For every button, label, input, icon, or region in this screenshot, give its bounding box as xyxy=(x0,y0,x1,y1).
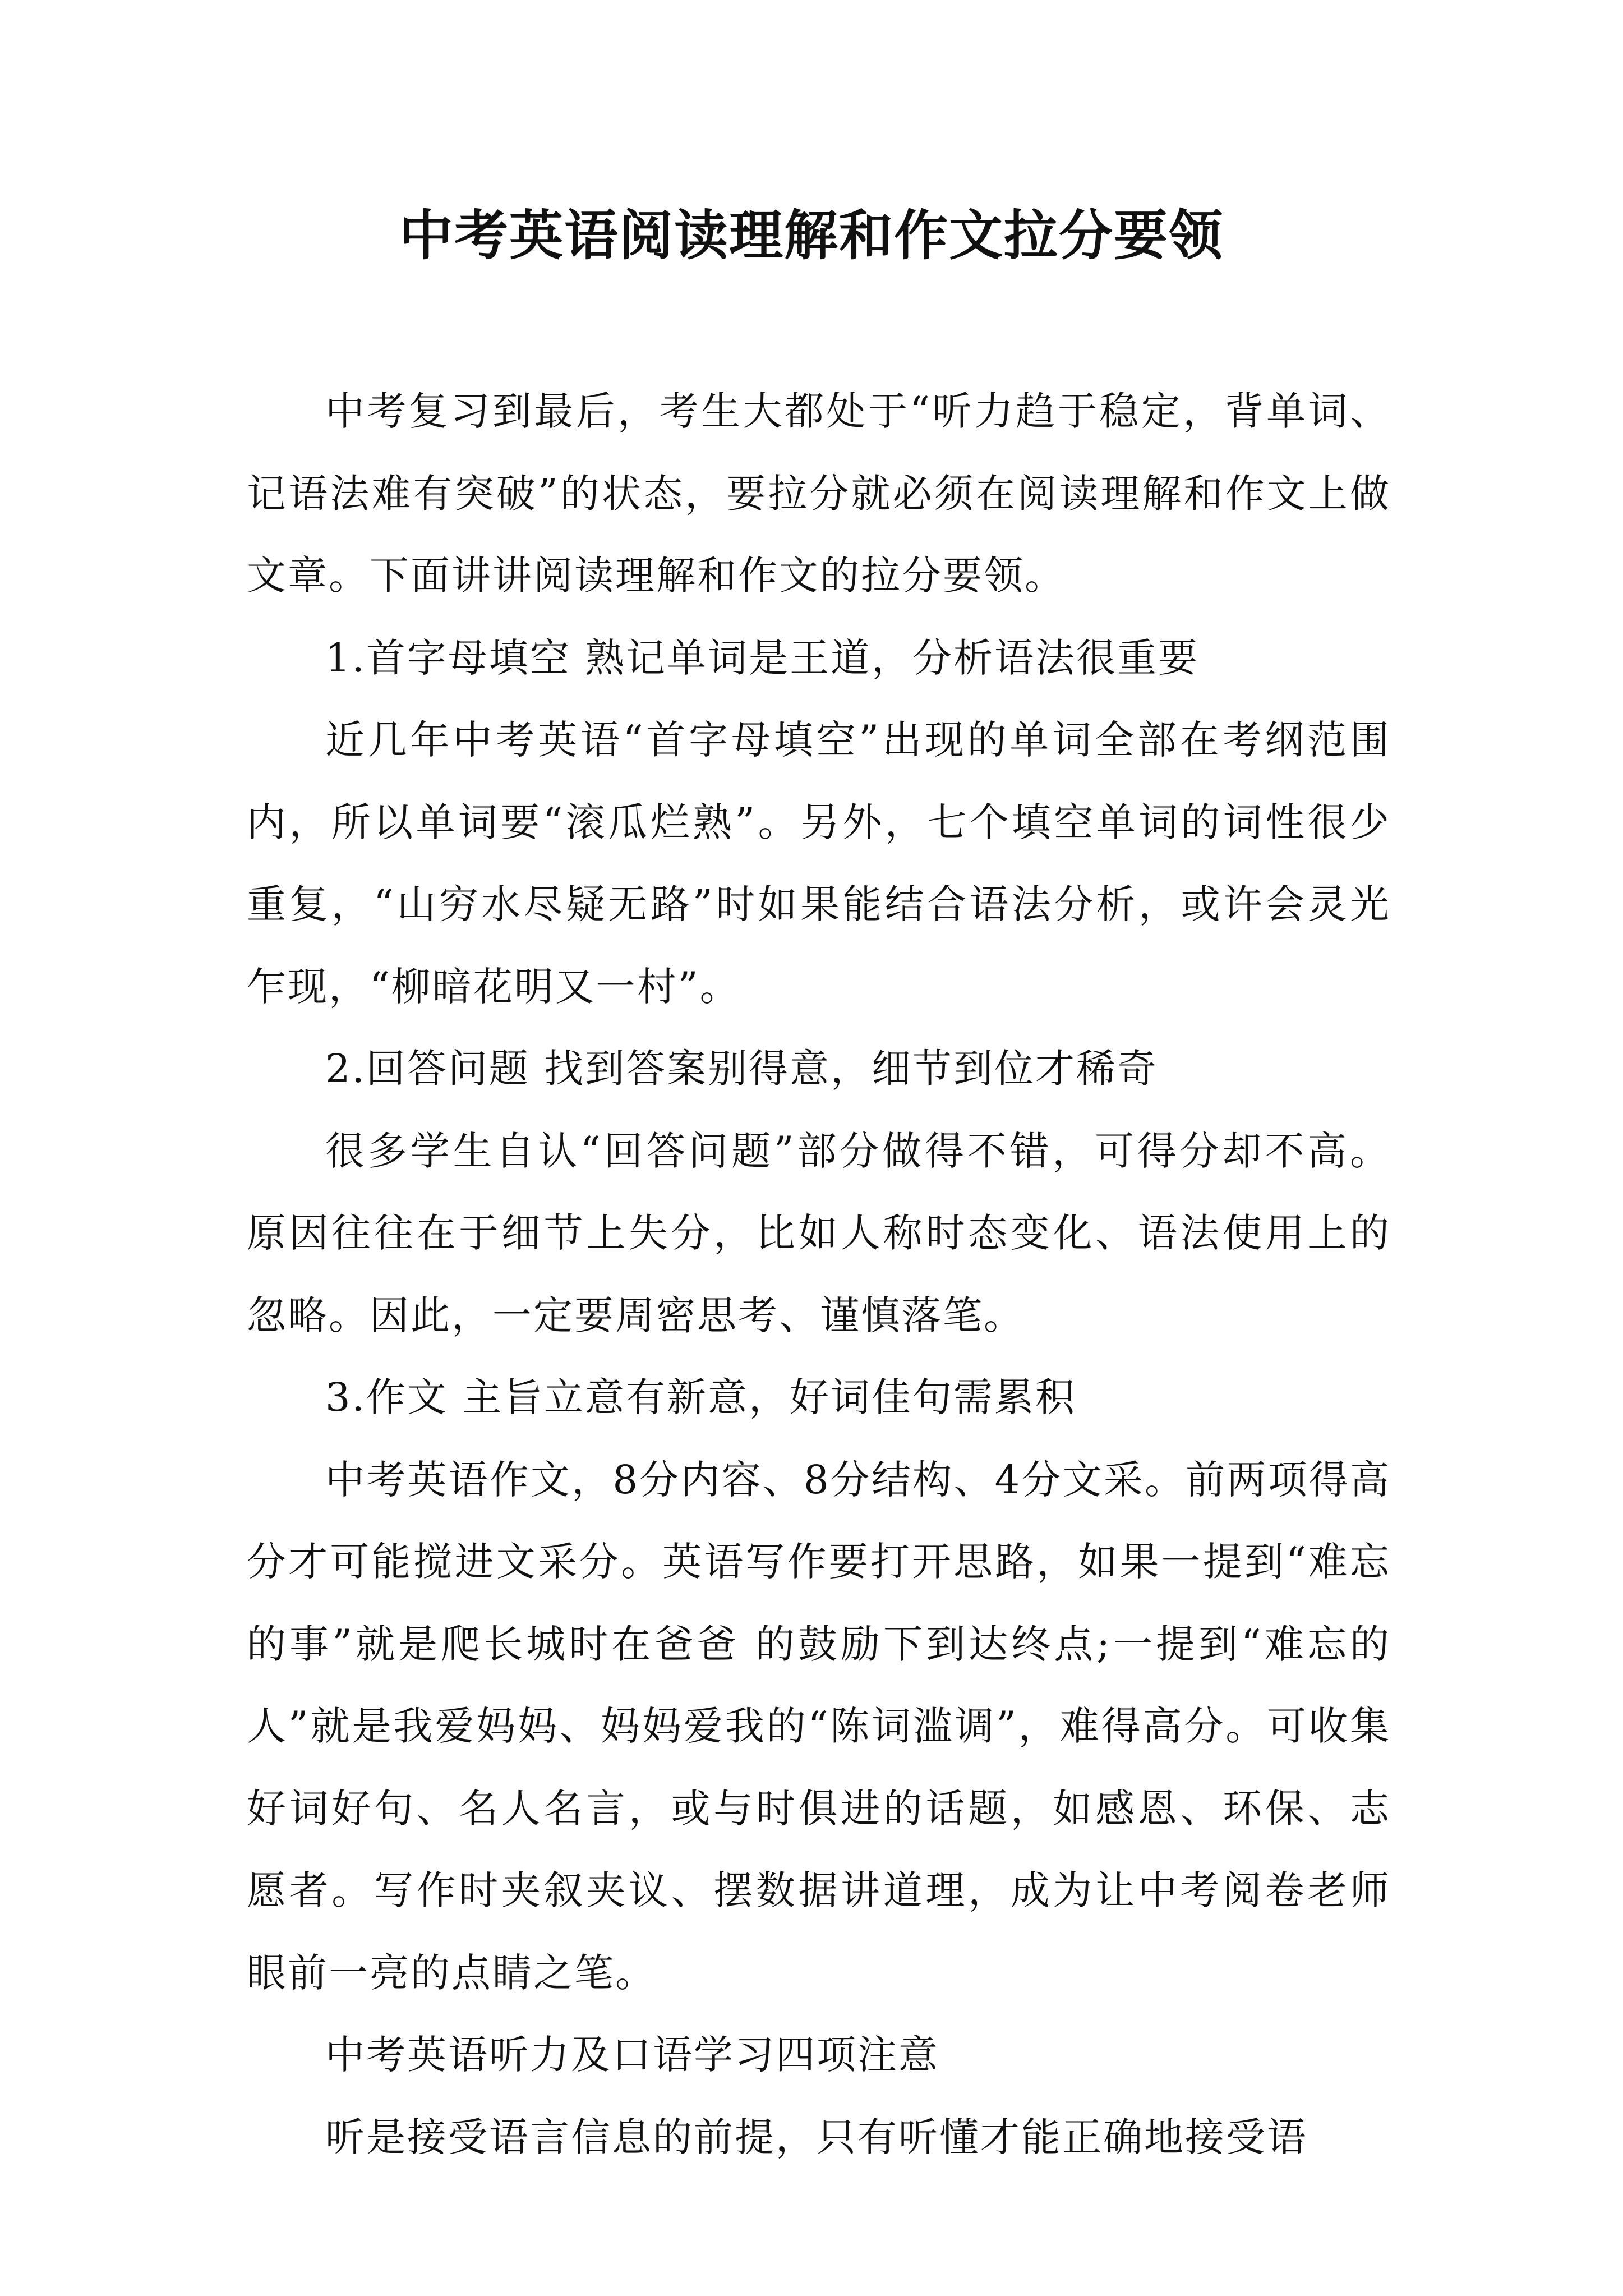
paragraph-section-1: 近几年中考英语“首字母填空”出现的单词全部在考纲范围内，所以单词要“滚瓜烂熟”。另外，七个填空单词的词性很少重复，“山穷水尽疑无路”时如果能结合语法分析，或许会灵光乍现，“柳暗花明又一村”。 xyxy=(247,717,1391,1010)
heading-section-2: 2.回答问题 找到答案别得意，细节到位才稀奇 xyxy=(325,1046,1159,1092)
paragraph-intro: 中考复习到最后，考生大都处于“听力趋于稳定，背单词、记语法难有突破”的状态，要拉分就必须在阅读理解和作文上做文章。下面讲讲阅读理解和作文的拉分要领。 xyxy=(247,388,1391,599)
paragraph-listening: 听是接受语言信息的前提，只有听懂才能正确地接受语 xyxy=(325,2114,1308,2160)
paragraph-section-2: 很多学生自认“回答问题”部分做得不错，可得分却不高。原因往往在于细节上失分，比如人称时态变化、语法使用上的忽略。因此，一定要周密思考、谨慎落笔。 xyxy=(247,1128,1391,1338)
paragraph-section-3: 中考英语作文，8分内容、8分结构、4分文采。前两项得高分才可能搅进文采分。英语写作要打开思路，如果一提到“难忘的事”就是爬长城时在爸爸 的鼓励下到达终点;一提到“难忘的人”就是我爱妈妈、妈妈爱我的“陈词滥调”，难得高分。可收集好词好句、名人名言，或与时俱进的话题，如感恩、环保、志 愿者。写作时夹叙夹议、摆数据讲道理，成为让中考阅卷老师眼前一亮的点睛之笔。 xyxy=(247,1456,1391,1996)
heading-listening: 中考英语听力及口语学习四项注意 xyxy=(325,2032,939,2078)
document-body xyxy=(247,370,1391,2178)
heading-section-3: 3.作文 主旨立意有新意，好词佳句需累积 xyxy=(325,1374,1077,1420)
heading-section-1: 1.首字母填空 熟记单词是王道，分析语法很重要 xyxy=(325,634,1200,681)
document-title: 中考英语阅读理解和作文拉分要领 xyxy=(399,204,1224,267)
